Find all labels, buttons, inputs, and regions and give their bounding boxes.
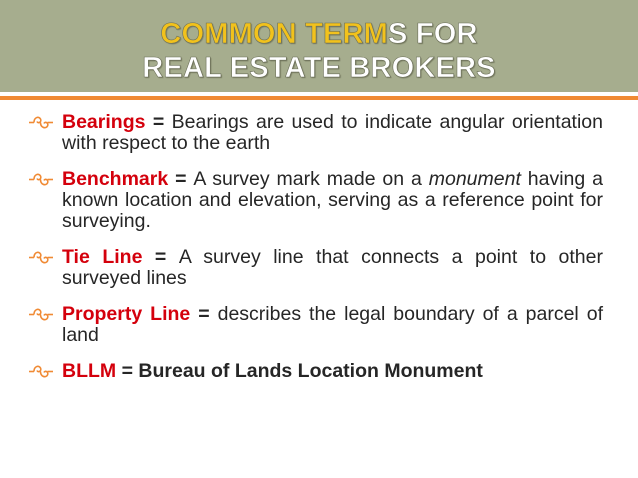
list-item-bearings <box>28 112 603 154</box>
term-label: Bearings <box>62 111 146 133</box>
term-label: BLLM <box>62 360 117 382</box>
ornate-curl-bullet-icon <box>28 249 54 266</box>
ornate-curl-bullet-icon <box>28 363 54 380</box>
term-definition: A survey line that connects a point to other surveyed lines <box>62 246 603 289</box>
term-label: Property Line <box>62 303 191 325</box>
term-definition: Bureau of Lands Location Monument <box>138 360 483 382</box>
term-definition: Bearings are used to indicate angular orientation with respect to the earth <box>62 111 603 154</box>
list-item-tie-line <box>28 247 603 289</box>
terms-list <box>28 112 603 397</box>
accent-divider <box>0 96 638 100</box>
equals-sign: = <box>145 111 172 133</box>
term-definition: describes the legal boundary of a parcel of land <box>62 303 603 346</box>
term-definition-end: having a known location and elevation, serving as a reference point for surveying. <box>62 168 603 232</box>
list-item-property-line <box>28 304 603 346</box>
slide-title-line-2: REAL ESTATE BROKERS <box>142 52 496 84</box>
ornate-curl-bullet-icon <box>28 114 54 131</box>
equals-sign: = <box>190 303 218 325</box>
term-label: Tie Line <box>62 246 143 268</box>
title-line-1-rest: S FOR <box>388 18 478 50</box>
slide-title-line-1 <box>0 17 638 51</box>
equals-sign: = <box>142 246 179 268</box>
list-item-benchmark <box>28 169 603 232</box>
list-item-bllm <box>28 361 603 382</box>
term-definition-emphasis: monument <box>428 168 521 190</box>
ornate-curl-bullet-icon <box>28 306 54 323</box>
term-definition-start: A survey mark made on a <box>193 168 429 190</box>
ornate-curl-bullet-icon <box>28 171 54 188</box>
title-highlight: COMMON TERM <box>160 18 389 50</box>
term-label: Benchmark <box>62 168 169 190</box>
equals-sign: = <box>116 360 139 382</box>
equals-sign: = <box>168 168 194 190</box>
